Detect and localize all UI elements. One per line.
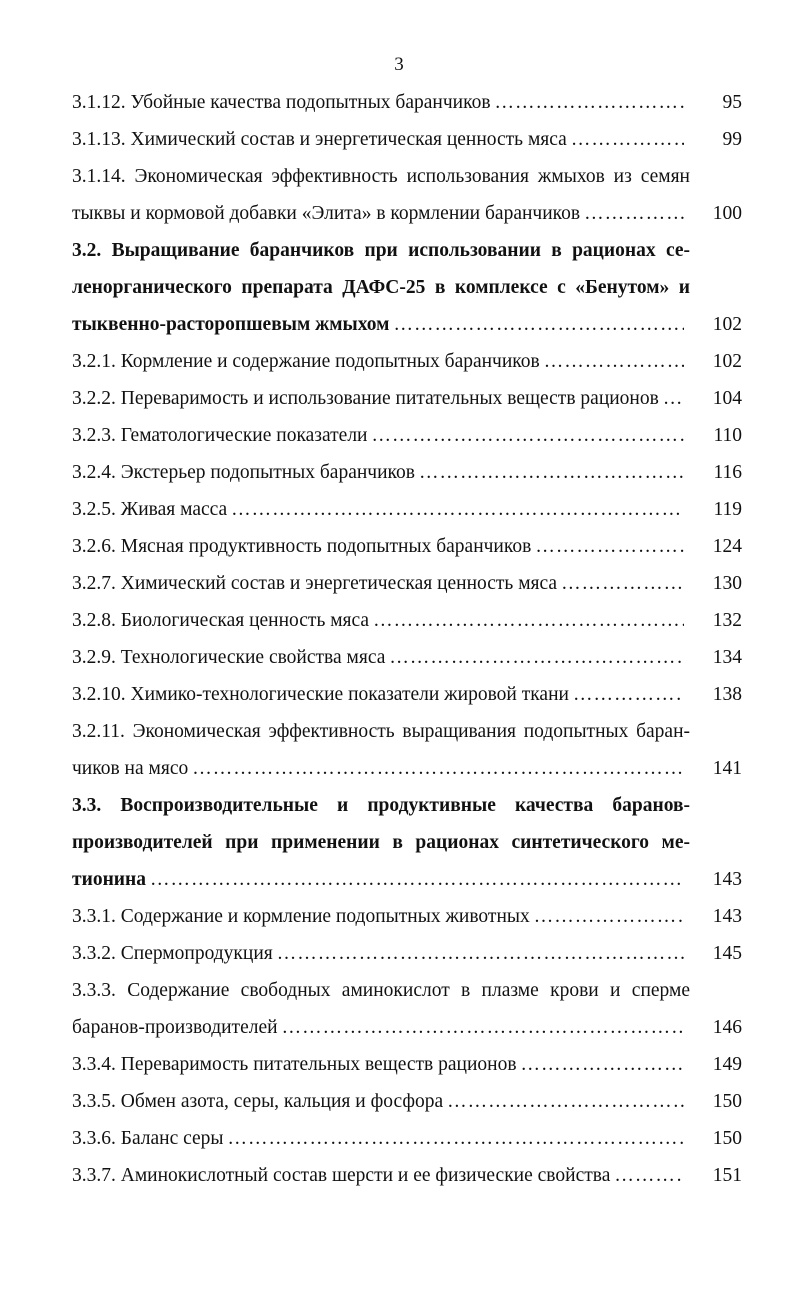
dot-leader [150, 861, 684, 898]
toc-page-number: 102 [712, 314, 742, 335]
toc-line [72, 676, 742, 713]
toc-line [72, 824, 690, 861]
toc-entry-title: 3.2.9. Технологические свойства мяса [72, 647, 386, 668]
toc-line [72, 195, 742, 232]
toc-page-number: 119 [713, 499, 742, 520]
dot-leader [535, 528, 684, 565]
toc-page-number: 110 [713, 425, 742, 446]
toc-line [72, 861, 742, 898]
page-number: 3 [394, 54, 404, 75]
toc-entry-title: 3.2.10. Химико-технологические показатели жировой ткани [72, 684, 569, 705]
toc-entry-title: баранов-производителей [72, 1017, 278, 1038]
dot-leader [228, 1120, 684, 1157]
toc-entry-title: 3.1.13. Химический состав и энергетическая ценность мяса [72, 129, 567, 150]
toc-entry-title: чиков на мясо [72, 758, 189, 779]
toc-line [72, 1009, 742, 1046]
toc-entry [72, 454, 742, 491]
dot-leader [277, 935, 684, 972]
toc-page-number: 149 [712, 1054, 742, 1075]
toc-page-number: 104 [712, 388, 742, 409]
toc-entry [72, 676, 742, 713]
dot-leader [419, 454, 684, 491]
toc-page-number: 116 [713, 462, 742, 483]
toc-page-number: 143 [712, 869, 742, 890]
toc-page-number: 124 [712, 536, 742, 557]
dot-leader [561, 565, 684, 602]
toc-line [72, 935, 742, 972]
toc-entry-title: 3.3. Воспроизводительные и продуктивные качества баранов- [72, 795, 690, 816]
toc-section-heading [72, 787, 742, 898]
toc-line [72, 565, 742, 602]
toc-line [72, 380, 742, 417]
toc-entry [72, 1046, 742, 1083]
toc-entry [72, 417, 742, 454]
toc-entry-title: 3.2. Выращивание баранчиков при использовании в рационах се- [72, 240, 690, 261]
toc-page-number: 141 [712, 758, 742, 779]
toc-entry-title: 3.2.8. Биологическая ценность мяса [72, 610, 370, 631]
toc-line [72, 639, 742, 676]
dot-leader [544, 343, 684, 380]
toc-entry-title: тионина [72, 869, 147, 890]
toc-line [72, 306, 742, 343]
toc-line [72, 417, 742, 454]
dot-leader [231, 491, 684, 528]
toc-entry-title: 3.2.1. Кормление и содержание подопытных баранчиков [72, 351, 540, 372]
dot-leader [447, 1083, 684, 1120]
toc-entry-title: тыквенно-расторопшевым жмыхом [72, 314, 390, 335]
toc-entry [72, 121, 742, 158]
toc-page-number: 146 [712, 1017, 742, 1038]
toc-page-number: 102 [712, 351, 742, 372]
toc-entry [72, 1083, 742, 1120]
dot-leader [584, 195, 684, 232]
toc-entry-title: ленорганического препарата ДАФС-25 в комплексе с «Бенутом» и [72, 277, 690, 298]
toc-entry-title: 3.2.5. Живая масса [72, 499, 228, 520]
toc-entry-title: 3.2.2. Переваримость и использование питательных веществ рационов [72, 388, 659, 409]
toc-page-number: 130 [712, 573, 742, 594]
toc-page-number: 150 [712, 1091, 742, 1112]
toc-page-number: 95 [722, 92, 742, 113]
toc-line [72, 269, 690, 306]
toc-line [72, 491, 742, 528]
toc-entry-title: 3.3.2. Спермопродукция [72, 943, 273, 964]
dot-leader [571, 121, 684, 158]
toc-page-number: 99 [722, 129, 742, 150]
toc-line [72, 1157, 742, 1194]
toc-entry [72, 1120, 742, 1157]
toc-line [72, 232, 690, 269]
toc-entry-title: 3.3.7. Аминокислотный состав шерсти и ее физические свойства [72, 1165, 611, 1186]
toc-line [72, 84, 742, 121]
toc-page-number: 151 [712, 1165, 742, 1186]
toc-entry [72, 972, 742, 1046]
dot-leader [495, 84, 684, 121]
dot-leader [393, 306, 684, 343]
toc-line [72, 972, 690, 1009]
dot-leader [614, 1157, 684, 1194]
toc-line [72, 787, 690, 824]
toc-entry-title: 3.1.12. Убойные качества подопытных баранчиков [72, 92, 491, 113]
toc-line [72, 454, 742, 491]
toc-entry-title: 3.2.4. Экстерьер подопытных баранчиков [72, 462, 415, 483]
toc-entry-title: 3.3.5. Обмен азота, серы, кальция и фосфора [72, 1091, 444, 1112]
toc-entry-title: 3.2.3. Гематологические показатели [72, 425, 368, 446]
table-of-contents [72, 84, 742, 1194]
toc-line [72, 158, 690, 195]
toc-entry [72, 343, 742, 380]
toc-entry [72, 713, 742, 787]
toc-section-heading [72, 232, 742, 343]
dot-leader [663, 380, 684, 417]
toc-entry [72, 602, 742, 639]
toc-entry [72, 898, 742, 935]
dot-leader [373, 602, 684, 639]
toc-entry-title: 3.3.1. Содержание и кормление подопытных животных [72, 906, 530, 927]
toc-entry-title: 3.2.11. Экономическая эффективность выращивания подопытных баран- [72, 721, 690, 742]
toc-entry [72, 639, 742, 676]
dot-leader [521, 1046, 684, 1083]
toc-page-number: 100 [712, 203, 742, 224]
toc-entry [72, 935, 742, 972]
toc-entry [72, 1157, 742, 1194]
toc-line [72, 1083, 742, 1120]
toc-entry-title: 3.2.6. Мясная продуктивность подопытных баранчиков [72, 536, 532, 557]
dot-leader [389, 639, 684, 676]
toc-line [72, 713, 690, 750]
toc-entry [72, 528, 742, 565]
toc-entry-title: 3.3.6. Баланс серы [72, 1128, 224, 1149]
toc-entry-title: производителей при применении в рационах синтетического ме- [72, 832, 690, 853]
toc-page-number: 134 [712, 647, 742, 668]
toc-entry [72, 491, 742, 528]
dot-leader [573, 676, 684, 713]
toc-line [72, 343, 742, 380]
toc-page-number: 150 [712, 1128, 742, 1149]
toc-line [72, 1046, 742, 1083]
toc-page-number: 143 [712, 906, 742, 927]
dot-leader [534, 898, 684, 935]
dot-leader [371, 417, 684, 454]
toc-line [72, 750, 742, 787]
toc-entry-title: 3.3.3. Содержание свободных аминокислот в плазме крови и сперме [72, 980, 690, 1001]
toc-entry-title: 3.2.7. Химический состав и энергетическая ценность мяса [72, 573, 558, 594]
toc-entry [72, 380, 742, 417]
toc-page-number: 145 [712, 943, 742, 964]
toc-page-number: 132 [712, 610, 742, 631]
toc-line [72, 898, 742, 935]
toc-entry-title: 3.3.4. Переваримость питательных веществ рационов [72, 1054, 517, 1075]
toc-line [72, 121, 742, 158]
toc-entry [72, 158, 742, 232]
toc-entry-title: тыквы и кормовой добавки «Элита» в кормлении баранчиков [72, 203, 581, 224]
toc-line [72, 528, 742, 565]
dot-leader [192, 750, 684, 787]
toc-line [72, 602, 742, 639]
toc-page-number: 138 [712, 684, 742, 705]
toc-entry [72, 565, 742, 602]
toc-entry [72, 84, 742, 121]
toc-line [72, 1120, 742, 1157]
dot-leader [282, 1009, 684, 1046]
toc-entry-title: 3.1.14. Экономическая эффективность использования жмыхов из семян [72, 166, 690, 187]
